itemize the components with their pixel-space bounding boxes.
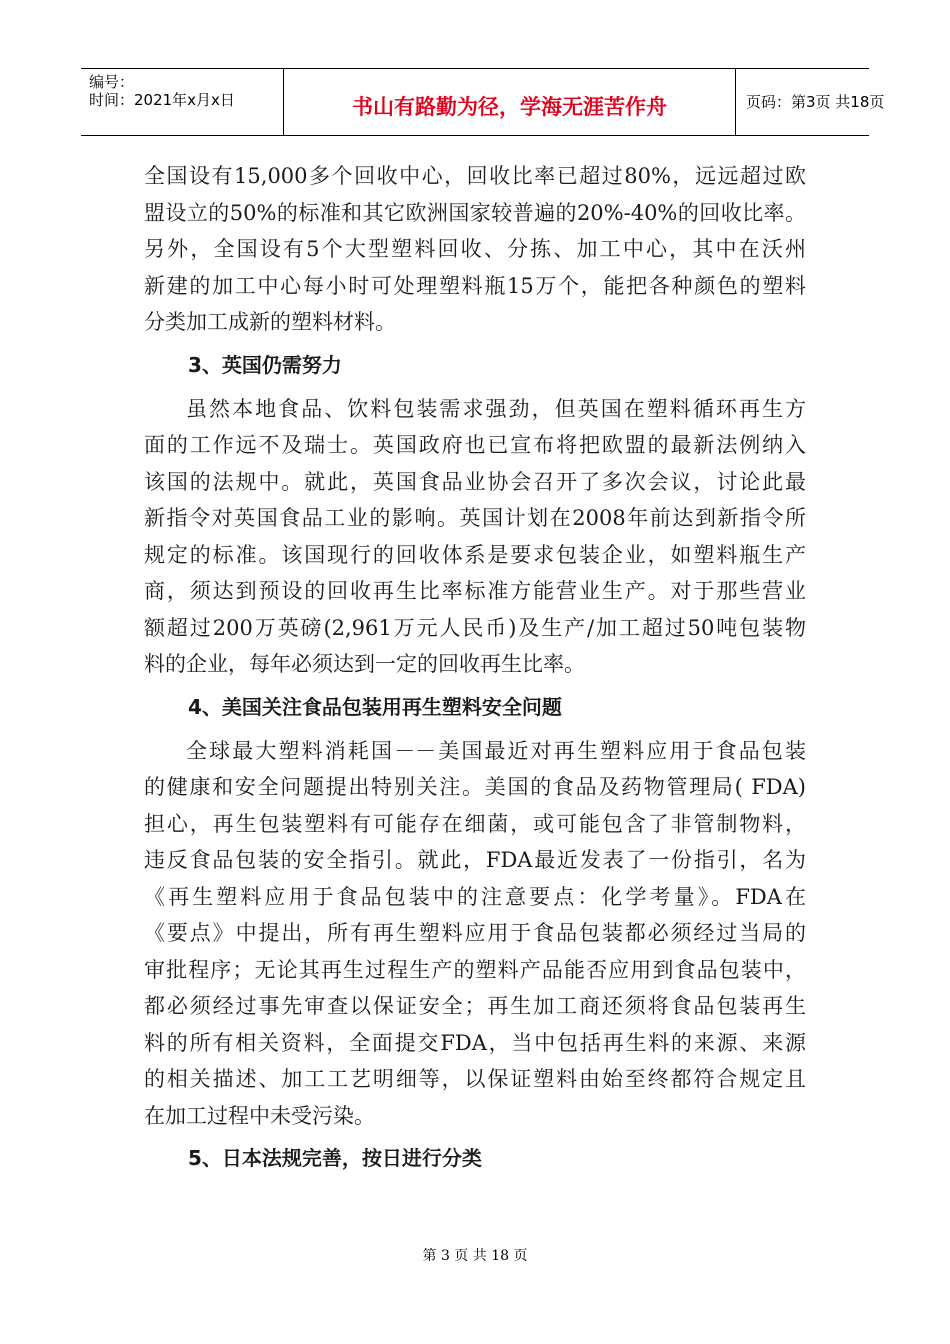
page-header-table: [81, 68, 885, 136]
paragraph: [144, 391, 806, 683]
section-heading: 5、日本法规完善，按日进行分类: [188, 1146, 482, 1170]
document-body: [144, 158, 806, 1184]
header-meta-cell: [81, 69, 283, 135]
paragraph-line: 在加工过程中未受污染。: [144, 1103, 375, 1128]
paragraph-line: 违反食品包装的安全指引。就此，FDA最近发表了一份指引，名为: [144, 848, 806, 872]
document-time-label: 时间：2021年x月x日: [89, 91, 235, 109]
paragraph-line: 分类加工成新的塑料材料。: [144, 310, 396, 334]
paragraph-line: 商，须达到预设的回收再生比率标准方能营业生产。对于那些营业: [144, 579, 806, 603]
paragraph-line: 料的企业，每年必须达到一定的回收再生比率。: [144, 652, 585, 676]
document-number-label: 编号：: [89, 73, 135, 91]
paragraph-line: 新建的加工中心每小时可处理塑料瓶15万个，能把各种颜色的塑料: [144, 273, 806, 298]
paragraph-line: 该国的法规中。就此，英国食品业协会召开了多次会议，讨论此最: [144, 469, 806, 494]
paragraph-line: 担心，再生包装塑料有可能存在细菌，或可能包含了非管制物料，: [144, 811, 806, 836]
header-motto: 书山有路勤为径，学海无涯苦作舟: [352, 95, 667, 119]
paragraph-line: 《再生塑料应用于食品包装中的注意要点：化学考量》。FDA在: [144, 884, 806, 909]
paragraph-line: 额超过200万英磅(2,961万元人民币)及生产/加工超过50吨包装物: [144, 615, 806, 640]
header-page-label: 页码：第3页 共18页: [746, 93, 885, 111]
paragraph-line: 料的所有相关资料，全面提交FDA，当中包括再生料的来源、来源: [144, 1030, 806, 1055]
page-footer: 第 3 页 共 18 页: [422, 1248, 528, 1264]
paragraph: [144, 733, 806, 1135]
section-heading: 4、美国关注食品包装用再生塑料安全问题: [188, 694, 562, 719]
paragraph-line: 的健康和安全问题提出特别关注。美国的食品及药物管理局( FDA): [144, 775, 806, 799]
paragraph-line: 全国设有15,000多个回收中心，回收比率已超过80%，远远超过欧: [144, 164, 806, 188]
paragraph-line: 新指令对英国食品工业的影响。英国计划在2008年前达到新指令所: [144, 506, 806, 530]
paragraph-line: 面的工作远不及瑞士。英国政府也已宣布将把欧盟的最新法例纳入: [144, 433, 806, 457]
paragraph-line: 审批程序；无论其再生过程生产的塑料产品能否应用到食品包装中，: [144, 957, 806, 982]
paragraph-line: 的相关描述、加工工艺明细等，以保证塑料由始至终都符合规定且: [144, 1067, 806, 1091]
paragraph-line: 《要点》中提出，所有再生塑料应用于食品包装都必须经过当局的: [144, 921, 806, 945]
paragraph-line: 盟设立的50%的标准和其它欧洲国家较普遍的20%-40%的回收比率。: [144, 200, 806, 225]
paragraph-line: 全球最大塑料消耗国－－美国最近对再生塑料应用于食品包装: [186, 738, 806, 763]
paragraph-line: 规定的标准。该国现行的回收体系是要求包装企业，如塑料瓶生产: [144, 542, 806, 567]
header-page-cell: [736, 69, 885, 135]
paragraph-line: 虽然本地食品、饮料包装需求强劲，但英国在塑料循环再生方: [186, 396, 806, 421]
header-motto-cell: [283, 69, 736, 135]
paragraph: [144, 158, 806, 341]
paragraph-line: 另外，全国设有5个大型塑料回收、分拣、加工中心，其中在沃州: [144, 237, 806, 261]
section-heading: 3、英国仍需努力: [188, 352, 342, 377]
paragraph-line: 都必须经过事先审查以保证安全；再生加工商还须将食品包装再生: [144, 994, 806, 1018]
